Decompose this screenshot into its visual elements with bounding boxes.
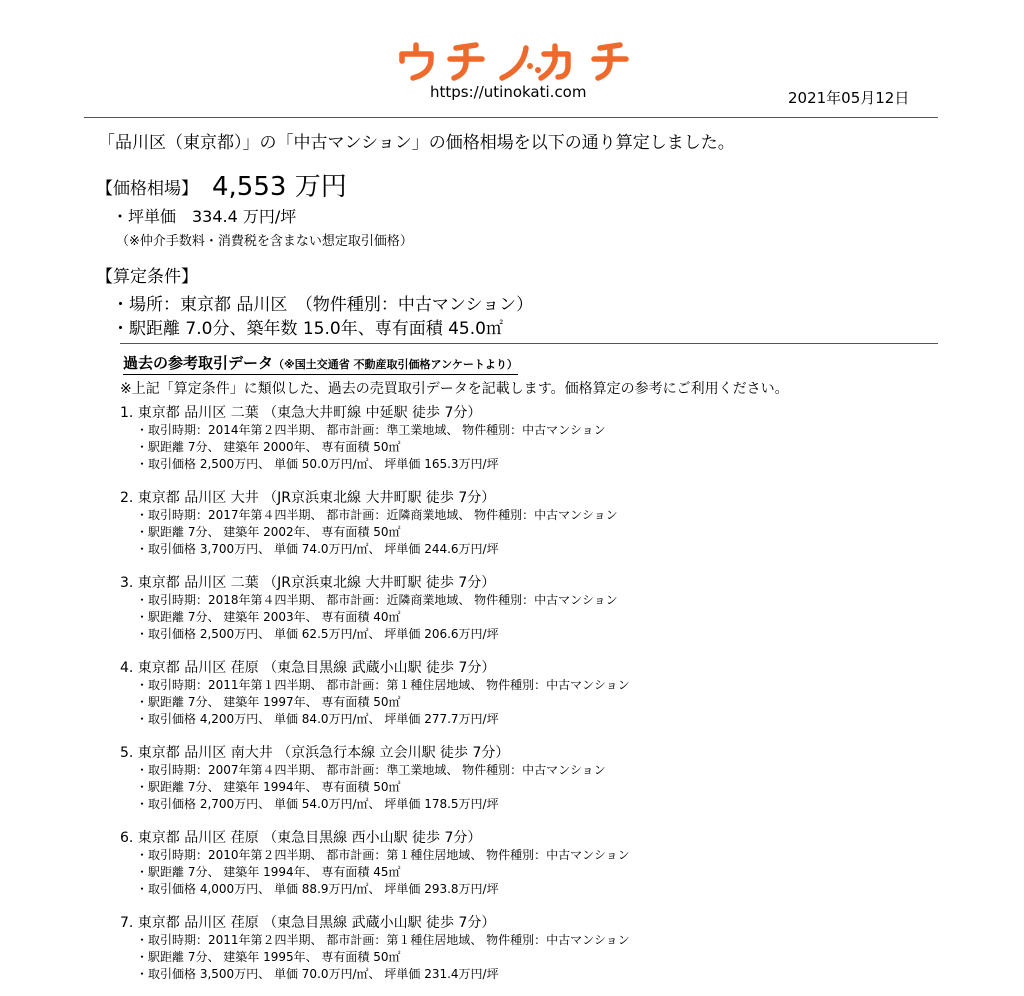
listing-item <box>120 915 630 983</box>
listing-specs: ・駅距離 7分、 建築年 1995年、 専有面積 50㎡ <box>136 950 401 964</box>
condition-specs: ・駅距離 7.0分、築年数 15.0年、専有面積 45.0㎡ <box>112 319 503 339</box>
conditions-divider <box>120 343 938 344</box>
listing-item <box>120 830 630 898</box>
past-data-source: （※国土交通省 不動産取引価格アンケートより） <box>273 358 518 371</box>
listing-title: 3. 東京都 品川区 二葉 （JR京浜東北線 大井町駅 徒歩 7分） <box>120 575 496 591</box>
listing-price: ・取引価格 4,200万円、 単価 84.0万円/㎡、 坪単価 277.7万円/坪 <box>136 712 499 726</box>
conditions-heading: 【算定条件】 <box>96 267 198 287</box>
listing-period: ・取引時期：2011年第１四半期、 都市計画：第１種住居地域、 物件種別：中古マンション <box>136 678 630 692</box>
listing-period: ・取引時期：2018年第４四半期、 都市計画：近隣商業地域、 物件種別：中古マンション <box>136 593 618 607</box>
listing-title: 6. 東京都 品川区 荏原 （東急目黒線 西小山駅 徒歩 7分） <box>120 830 482 846</box>
listing-item <box>120 660 630 728</box>
listing-price: ・取引価格 4,000万円、 単価 88.9万円/㎡、 坪単価 293.8万円/坪 <box>136 882 499 896</box>
tsubo-unit-price: ・坪単価 334.4 万円/坪 <box>112 207 297 226</box>
listing-title: 5. 東京都 品川区 南大井 （京浜急行本線 立会川駅 徒歩 7分） <box>120 745 510 761</box>
listing-period: ・取引時期：2017年第４四半期、 都市計画：近隣商業地域、 物件種別：中古マンション <box>136 508 618 522</box>
listing-title: 2. 東京都 品川区 大井 （JR京浜東北線 大井町駅 徒歩 7分） <box>120 490 496 506</box>
listing-specs: ・駅距離 7分、 建築年 1994年、 専有面積 50㎡ <box>136 780 401 794</box>
listing-specs: ・駅距離 7分、 建築年 2000年、 専有面積 50㎡ <box>136 440 401 454</box>
listing-price: ・取引価格 3,700万円、 単価 74.0万円/㎡、 坪単価 244.6万円/坪 <box>136 542 499 556</box>
listing-item <box>120 405 606 473</box>
site-url[interactable]: https://utinokati.com <box>430 83 587 101</box>
listing-item <box>120 745 606 813</box>
listing-title: 1. 東京都 品川区 二葉 （東急大井町線 中延駅 徒歩 7分） <box>120 405 482 421</box>
listing-price: ・取引価格 2,700万円、 単価 54.0万円/㎡、 坪単価 178.5万円/坪 <box>136 797 499 811</box>
intro-text: 「品川区（東京都）」の「中古マンション」の価格相場を以下の通り算定しました。 <box>98 133 735 153</box>
past-data-title: 過去の参考取引データ <box>123 354 274 372</box>
listing-price: ・取引価格 2,500万円、 単価 62.5万円/㎡、 坪単価 206.6万円/坪 <box>136 627 499 641</box>
listing-specs: ・駅距離 7分、 建築年 2003年、 専有面積 40㎡ <box>136 610 401 624</box>
price-label: 【価格相場】 <box>96 179 198 199</box>
listing-title: 4. 東京都 品川区 荏原 （東急目黒線 武蔵小山駅 徒歩 7分） <box>120 660 496 676</box>
price-value: 4,553 万円 <box>212 172 347 202</box>
listing-period: ・取引時期：2014年第２四半期、 都市計画：準工業地域、 物件種別：中古マンション <box>136 423 606 437</box>
listing-specs: ・駅距離 7分、 建築年 2002年、 専有面積 50㎡ <box>136 525 401 539</box>
price-note: （※仲介手数料・消費税を含まない想定取引価格） <box>116 234 413 249</box>
listing-price: ・取引価格 2,500万円、 単価 50.0万円/㎡、 坪単価 165.3万円/坪 <box>136 457 499 471</box>
listing-specs: ・駅距離 7分、 建築年 1994年、 専有面積 45㎡ <box>136 865 401 879</box>
listing-period: ・取引時期：2010年第２四半期、 都市計画：第１種住居地域、 物件種別：中古マンション <box>136 848 630 862</box>
listing-period: ・取引時期：2011年第２四半期、 都市計画：第１種住居地域、 物件種別：中古マンション <box>136 933 630 947</box>
past-data-heading <box>123 352 518 375</box>
header-divider <box>84 117 938 118</box>
listing-price: ・取引価格 3,500万円、 単価 70.0万円/㎡、 坪単価 231.4万円/坪 <box>136 967 499 981</box>
condition-location: ・場所：東京都 品川区 （物件種別：中古マンション） <box>112 295 534 315</box>
report-date: 2021年05月12日 <box>788 89 910 107</box>
listing-title: 7. 東京都 品川区 荏原 （東急目黒線 武蔵小山駅 徒歩 7分） <box>120 915 496 931</box>
listing-item <box>120 490 618 558</box>
past-data-note: ※上記「算定条件」に類似した、過去の売買取引データを記載します。価格算定の参考にご利用ください。 <box>120 381 789 397</box>
listing-item <box>120 575 618 643</box>
listing-specs: ・駅距離 7分、 建築年 1997年、 専有面積 50㎡ <box>136 695 401 709</box>
listing-period: ・取引時期：2007年第４四半期、 都市計画：準工業地域、 物件種別：中古マンション <box>136 763 606 777</box>
utinokati-logo[interactable] <box>398 42 648 82</box>
